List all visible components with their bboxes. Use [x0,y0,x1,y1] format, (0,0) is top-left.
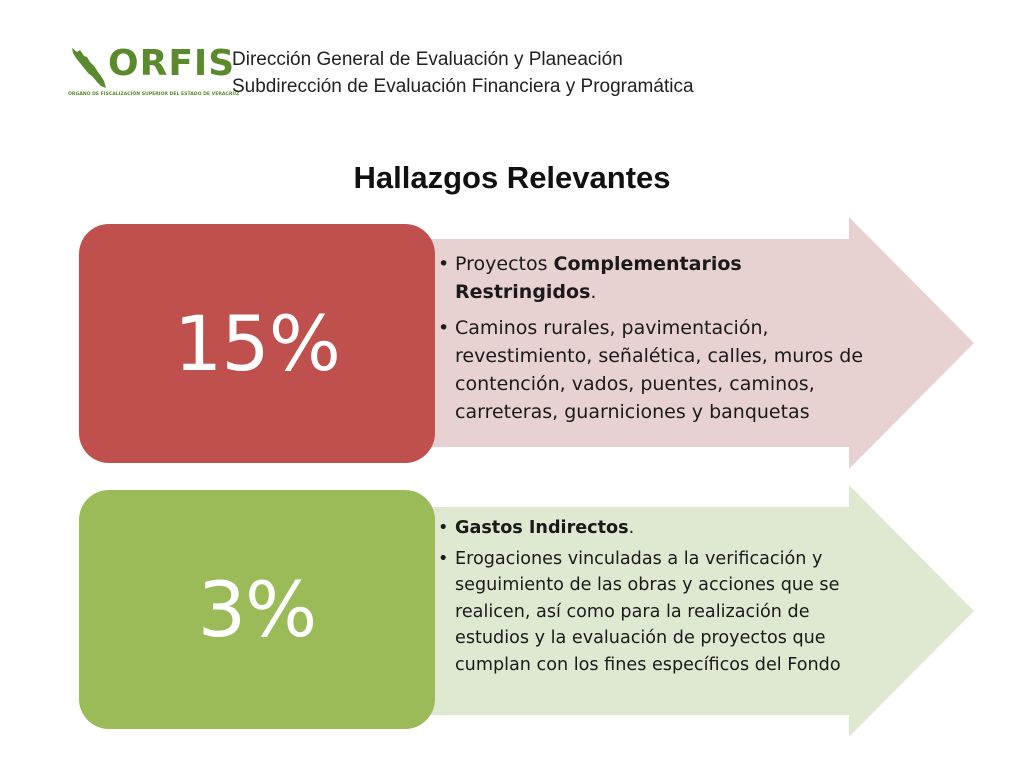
finding-1-category: Complementarios Restringidos [455,253,742,303]
orfis-logo [66,40,240,104]
logo-wordmark: ORFIS [108,43,236,84]
finding-row-2 [0,485,1024,737]
finding-2-bullets [438,515,878,678]
finding-1-bullets [438,250,878,426]
finding-1-percent-box [79,224,435,463]
finding-1-bullet-1: • Proyectos Complementarios Restringidos. [438,250,878,306]
subdirection-line: Subdirección de Evaluación Financiera y Programática [232,76,694,97]
page-title: Hallazgos Relevantes [353,160,671,195]
finding-1-percent: 15% [174,299,340,388]
finding-2-bullet-1: • Gastos Indirectos. [438,515,878,542]
finding-2-category: Gastos Indirectos [455,518,629,538]
finding-2-percent: 3% [197,565,317,654]
finding-row-1 [0,217,1024,469]
direction-line: Dirección General de Evaluación y Planeación [232,49,623,70]
finding-2-bullet-2: • Erogaciones vinculadas a la verificación y seguimiento de las obras y acciones que se realicen, así como para la realización de estudios y la evaluación de proyectos que cumplan con los fines específicos del Fondo [438,546,878,679]
veracruz-map-icon [68,44,108,92]
organization-lines [232,46,694,100]
logo-subtitle: ÓRGANO DE FISCALIZACIÓN SUPERIOR DEL ESTADO DE VERACRUZ [68,92,240,97]
header [66,40,766,104]
finding-2-percent-box [79,490,435,729]
finding-1-bullet-2: • Caminos rurales, pavimentación, revestimiento, señalética, calles, muros de contención, vados, puentes, caminos, carreteras, guarniciones y banquetas [438,314,878,426]
